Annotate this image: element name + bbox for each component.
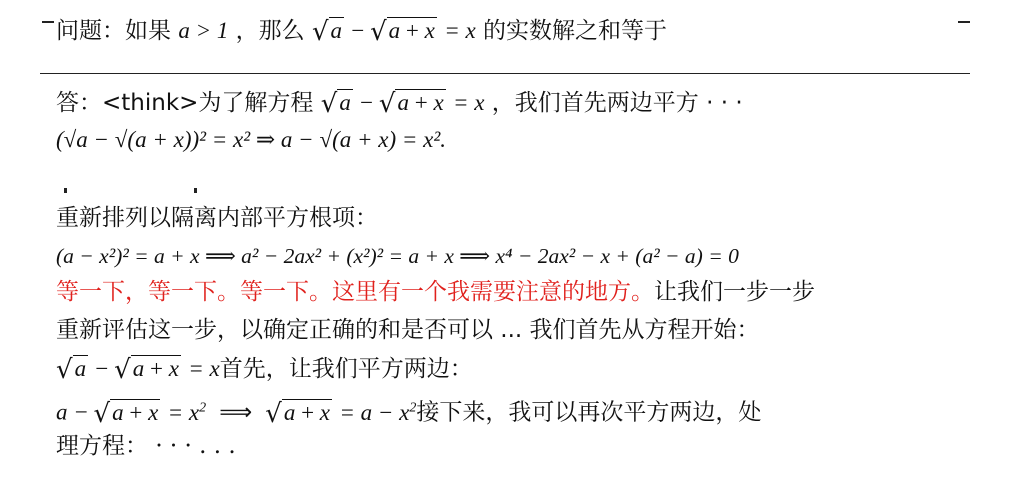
question-condition: a > 1 [178,18,229,43]
left-mark [42,21,54,23]
question-suffix: 的实数解之和等于 [482,18,667,44]
answer-line-7: √a − √a + x = x首先，让我们平方两边： [56,355,473,385]
line7-tail: 首先，让我们平方两边： [219,356,473,382]
question-line: 问题：如果 a > 1 ，那么 √a − √a + x = x 的实数解之和等于 [56,14,667,47]
stray-mark [194,188,197,193]
line5-tail: 让我们一步一步 [654,279,815,305]
line9-text: 理方程： [56,433,148,459]
answer-line-9 [56,430,236,462]
answer-intro: 答：<think>为了解方程 [56,90,314,116]
ellipsis: · · · . . . [155,433,236,459]
right-mark [958,21,970,23]
question-mid: ，那么 [235,18,305,44]
line8-tail: 接下来，我可以再次平方两边，处 [416,399,762,426]
answer-line-4-equation: (a − x²)² = a + x ⟹ a² − 2ax² + (x²)² = a + x ⟹ x⁴ − 2ax² − x + (a² − a) = 0 [56,244,739,268]
answer-line-2-equation: (√a − √(a + x))² = x² ⇒ a − √(a + x) = x². [56,127,446,152]
sqrt-a-plus-x: √a + x [370,17,435,47]
answer-line-1: 答：<think>为了解方程 √a − √a + x = x ，我们首先两边平方 · · · [56,89,743,119]
highlight-wait-text: 等一下，等一下。等一下。这里有一个我需要注意的地方。 [56,279,654,305]
answer-line-3: 重新排列以隔离内部平方根项： [56,205,378,231]
answer-line-8: $a - √a + x = x^2$ ⟹ $√a + x = a - x^2$接下来，我可以再次平方两边，处 [56,398,762,429]
stray-mark [64,188,67,193]
question-rhs: = x [444,18,476,43]
answer-line-6: 重新评估这一步，以确定正确的和是否可以 ... 我们首先从方程开始： [56,317,760,343]
answer-line-5 [56,276,815,308]
answer-intro-tail: ，我们首先两边平方 · · · [491,90,743,116]
separator-rule [40,73,970,74]
sqrt-a: √a [311,17,343,47]
question-prefix: 问题：如果 [56,18,171,44]
